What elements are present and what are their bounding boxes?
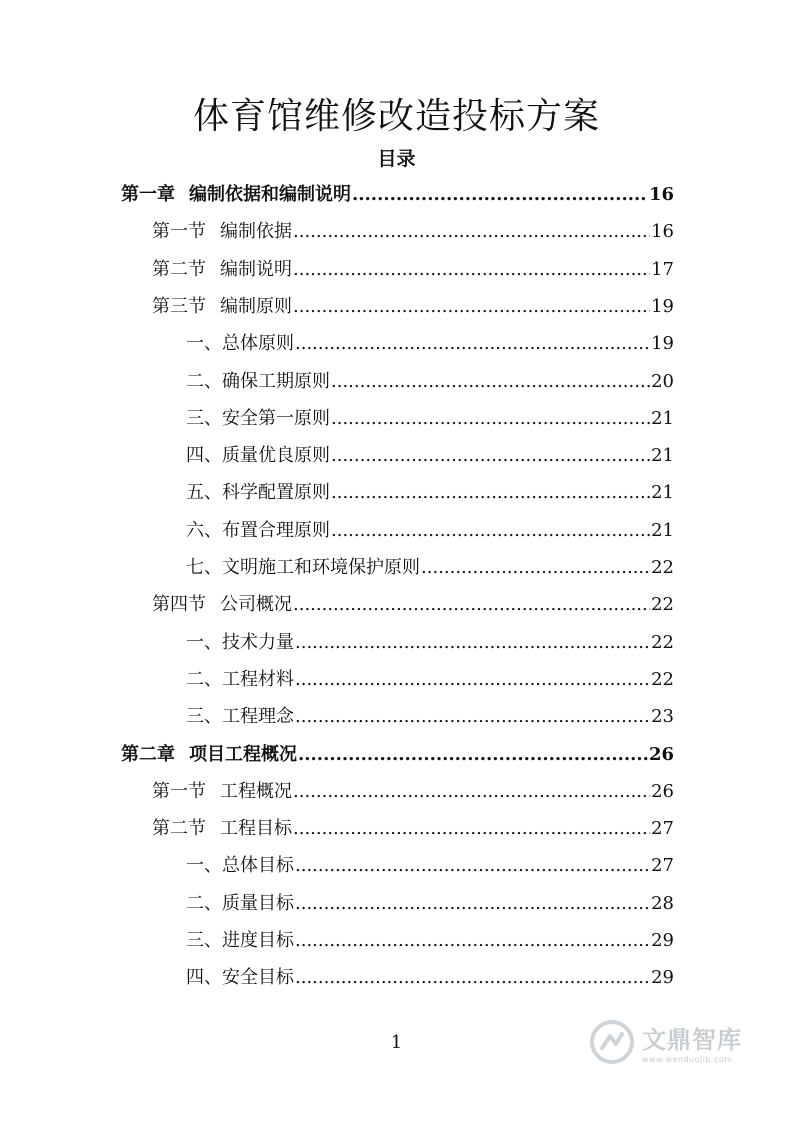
toc-entry-item[interactable] <box>186 851 674 879</box>
toc-dot-leader <box>352 184 648 205</box>
toc-entry-prefix: 五、 <box>186 482 222 504</box>
toc-dot-leader <box>295 855 650 876</box>
toc-entry-item[interactable] <box>186 329 674 357</box>
toc-entry-title: 确保工期原则 <box>222 370 330 392</box>
toc-entry-page: 17 <box>651 258 674 280</box>
toc-dot-leader <box>295 893 650 914</box>
watermark <box>588 1018 742 1066</box>
toc-dot-leader <box>295 333 650 354</box>
toc-dot-leader <box>293 221 650 242</box>
toc-entry-item[interactable] <box>186 702 674 730</box>
toc-entry-title: 安全第一原则 <box>222 407 330 429</box>
toc-entry-section[interactable] <box>152 255 674 283</box>
toc-entry-item[interactable] <box>186 553 674 581</box>
toc-entry-title: 项目工程概况 <box>189 743 297 765</box>
toc-entry-section[interactable] <box>152 217 674 245</box>
toc-dot-leader <box>293 296 650 317</box>
toc-dot-leader <box>295 706 650 727</box>
toc-entry-section[interactable] <box>152 590 674 618</box>
toc-entry-title: 公司概况 <box>220 594 292 616</box>
toc-entry-page: 22 <box>651 668 674 690</box>
toc-entry-prefix: 四、 <box>186 445 222 467</box>
toc-entry-item[interactable] <box>186 963 674 991</box>
toc-dot-leader <box>331 371 650 392</box>
watermark-url: www.wenduolib.com <box>642 1055 733 1064</box>
toc-entry-item[interactable] <box>186 628 674 656</box>
watermark-name: 文鼎智库 <box>642 1026 742 1054</box>
toc-entry-prefix: 第二节 <box>152 818 206 840</box>
toc-heading: 目录 <box>377 148 416 170</box>
toc-entry-section[interactable] <box>152 292 674 320</box>
toc-entry-prefix: 第三节 <box>152 295 206 317</box>
toc-dot-leader <box>293 781 650 802</box>
toc-dot-leader <box>295 967 650 988</box>
toc-entry-page: 21 <box>651 519 674 541</box>
toc-entry-title: 质量目标 <box>222 892 294 914</box>
toc-entry-prefix: 七、 <box>186 557 222 578</box>
toc-entry-prefix: 第一章 <box>121 184 175 205</box>
toc-entry-prefix: 一、 <box>186 631 222 653</box>
toc-entry-page: 19 <box>651 295 674 317</box>
toc-entry-prefix: 第二章 <box>121 743 175 765</box>
toc-entry-title: 进度目标 <box>222 930 294 951</box>
wenku-logo-icon <box>588 1018 636 1066</box>
toc-entry-page: 21 <box>651 482 674 504</box>
toc-entry-title: 布置合理原则 <box>222 519 330 541</box>
toc-entry-title: 科学配置原则 <box>222 482 330 504</box>
toc-entry-section[interactable] <box>152 814 674 842</box>
toc-entry-item[interactable] <box>186 516 674 544</box>
toc-entry-page: 21 <box>651 407 674 429</box>
toc-entry-title: 编制依据 <box>220 221 292 243</box>
toc-entry-title: 技术力量 <box>222 631 294 653</box>
toc-entry-page: 26 <box>648 743 674 765</box>
toc-entry-title: 编制说明 <box>220 258 292 280</box>
page-number: 1 <box>390 1032 403 1053</box>
toc-dot-leader <box>295 930 650 951</box>
toc-entry-page: 19 <box>651 333 674 355</box>
toc-entry-prefix: 四、 <box>186 967 222 989</box>
toc-entry-prefix: 二、 <box>186 668 222 690</box>
toc-entry-item[interactable] <box>186 404 674 432</box>
toc-entry-page: 26 <box>651 780 674 802</box>
toc-entry-title: 编制原则 <box>220 295 292 317</box>
toc-entry-title: 质量优良原则 <box>222 445 330 467</box>
toc-entry-page: 22 <box>651 631 674 653</box>
toc-entry-page: 29 <box>651 930 674 951</box>
toc-dot-leader <box>331 482 650 503</box>
toc-dot-leader <box>331 520 650 541</box>
toc-entry-prefix: 一、 <box>186 333 222 355</box>
toc-entry-title: 工程目标 <box>220 818 292 840</box>
toc-dot-leader <box>293 594 650 615</box>
toc-entry-page: 29 <box>651 967 674 989</box>
toc-entry-page: 27 <box>651 855 674 877</box>
toc-entry-title: 编制依据和编制说明 <box>189 184 351 205</box>
toc-dot-leader <box>421 557 650 578</box>
toc-dot-leader <box>295 669 650 690</box>
toc-entry-prefix: 六、 <box>186 519 222 541</box>
toc-entry-prefix: 三、 <box>186 930 222 951</box>
toc-entry-title: 文明施工和环境保护原则 <box>222 557 420 578</box>
toc-entry-chapter[interactable] <box>121 180 674 208</box>
toc-entry-title: 工程材料 <box>222 668 294 690</box>
toc-entry-page: 28 <box>651 892 674 914</box>
toc-entry-item[interactable] <box>186 478 674 506</box>
toc-entry-title: 总体目标 <box>222 855 294 877</box>
toc-entry-page: 27 <box>651 818 674 840</box>
toc-dot-leader <box>293 259 650 280</box>
toc-entry-page: 16 <box>648 184 674 205</box>
toc-entry-prefix: 一、 <box>186 855 222 877</box>
toc-entry-page: 23 <box>651 706 674 728</box>
toc-dot-leader <box>331 408 650 429</box>
toc-entry-prefix: 三、 <box>186 706 222 728</box>
toc-entry-item[interactable] <box>186 926 674 954</box>
toc-entry-item[interactable] <box>186 441 674 469</box>
toc-entry-prefix: 三、 <box>186 407 222 429</box>
toc-entry-prefix: 第四节 <box>152 594 206 616</box>
page-title: 体育馆维修改造投标方案 <box>192 96 600 137</box>
toc-entry-prefix: 二、 <box>186 370 222 392</box>
toc-entry-page: 16 <box>651 221 674 243</box>
toc-entry-page: 20 <box>651 370 674 392</box>
toc-entry-item[interactable] <box>186 889 674 917</box>
toc-entry-page: 22 <box>651 557 674 578</box>
toc-dot-leader <box>295 632 650 653</box>
toc-entry-prefix: 第一节 <box>152 780 206 802</box>
toc-entry-title: 总体原则 <box>222 333 294 355</box>
toc-entry-prefix: 第一节 <box>152 221 206 243</box>
toc-entry-title: 工程概况 <box>220 780 292 802</box>
toc-entry-chapter[interactable] <box>121 740 674 768</box>
toc-entry-section[interactable] <box>152 777 674 805</box>
toc-entry-prefix: 二、 <box>186 892 222 914</box>
toc-dot-leader <box>331 445 650 466</box>
toc-dot-leader <box>298 744 648 765</box>
toc-entry-prefix: 第二节 <box>152 258 206 280</box>
toc-entry-item[interactable] <box>186 665 674 693</box>
toc-entry-item[interactable] <box>186 367 674 395</box>
toc-entry-title: 安全目标 <box>222 967 294 989</box>
toc-dot-leader <box>293 818 650 839</box>
toc-entry-page: 22 <box>651 594 674 616</box>
toc-entry-title: 工程理念 <box>222 706 294 728</box>
toc-entry-page: 21 <box>651 445 674 467</box>
